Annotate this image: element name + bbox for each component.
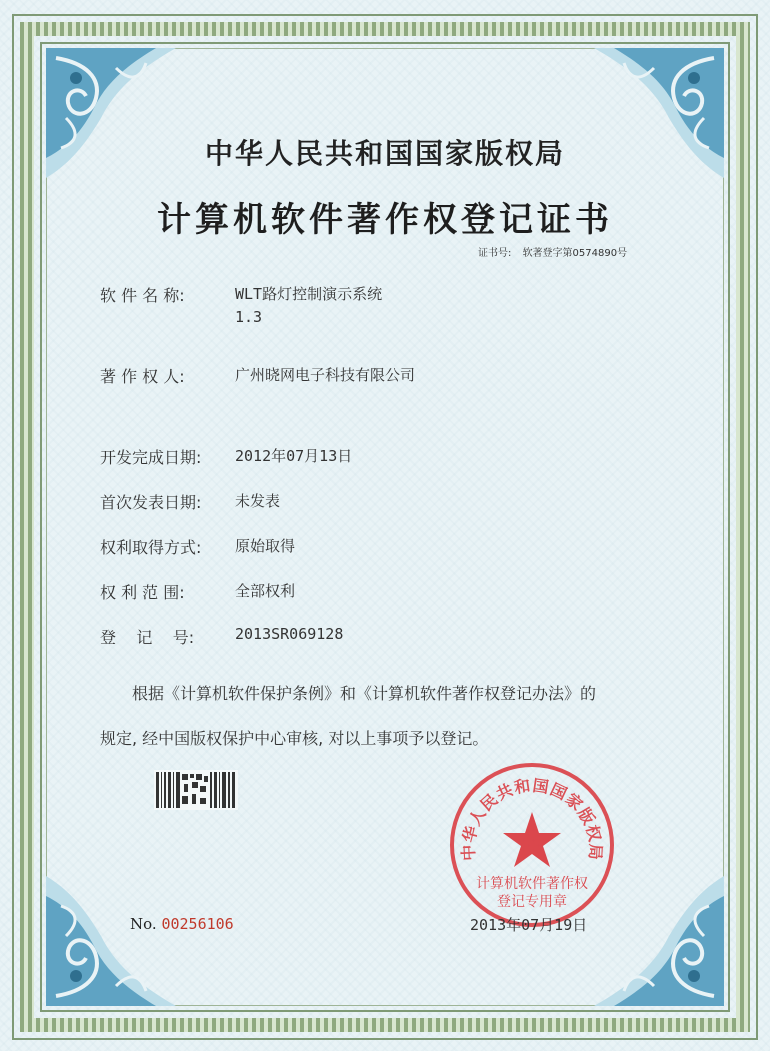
certificate-number-value: 软著登字第0574890号: [522, 248, 628, 259]
issue-date: 2013年07月19日: [470, 916, 588, 934]
field-label: 权利取得方式:: [100, 538, 202, 557]
field-label: 登 记 号:: [100, 628, 195, 647]
field-acquisition-method: [100, 535, 295, 558]
software-version-value: 1.3: [235, 308, 263, 326]
certificate-number-label: 证书号:: [478, 248, 512, 259]
field-label: 权 利 范 围:: [100, 583, 185, 602]
software-name-value: WLT路灯控制演示系统: [235, 285, 383, 303]
field-rights-scope: [100, 580, 295, 603]
certificate-title: 计算机软件著作权登记证书: [157, 200, 613, 240]
statement-line-2: 规定, 经中国版权保护中心审核, 对以上事项予以登记。: [100, 729, 489, 748]
issuing-authority: 中华人民共和国国家版权局: [204, 137, 565, 170]
seal-line-2: 登记专用章: [497, 894, 567, 910]
seal-line-1: 计算机软件著作权: [476, 876, 588, 892]
seal-ring-text: 中华人民共和国国家版权局: [458, 775, 606, 862]
field-label: 著 作 权 人:: [100, 367, 185, 386]
statement-line-1: 根据《计算机软件保护条例》和《计算机软件著作权登记办法》的: [132, 684, 597, 703]
field-value: 原始取得: [235, 537, 296, 555]
serial-prefix: No.: [130, 915, 157, 933]
official-seal: [447, 760, 617, 930]
corner-ornament-top-right: [574, 48, 724, 198]
barcode: [154, 770, 238, 810]
field-copyright-owner: [100, 364, 415, 387]
field-first-publication-date: [100, 490, 280, 513]
field-label: 软 件 名 称:: [100, 286, 185, 305]
field-value: 2012年07月13日: [235, 447, 353, 465]
field-registration-number: [100, 625, 343, 648]
certificate-number: [478, 244, 635, 259]
field-value: 2013SR069128: [235, 625, 344, 643]
field-value: 全部权利: [235, 582, 296, 600]
corner-ornament-top-left: [46, 48, 196, 198]
field-software-name: [100, 283, 382, 326]
serial-number: [130, 915, 234, 933]
field-label: 首次发表日期:: [100, 493, 202, 512]
serial-value: 00256106: [161, 915, 234, 933]
field-value: 未发表: [235, 492, 281, 510]
field-value: 广州晓网电子科技有限公司: [235, 366, 416, 384]
field-value: [235, 283, 382, 326]
field-completion-date: [100, 445, 352, 468]
field-label: 开发完成日期:: [100, 448, 202, 467]
